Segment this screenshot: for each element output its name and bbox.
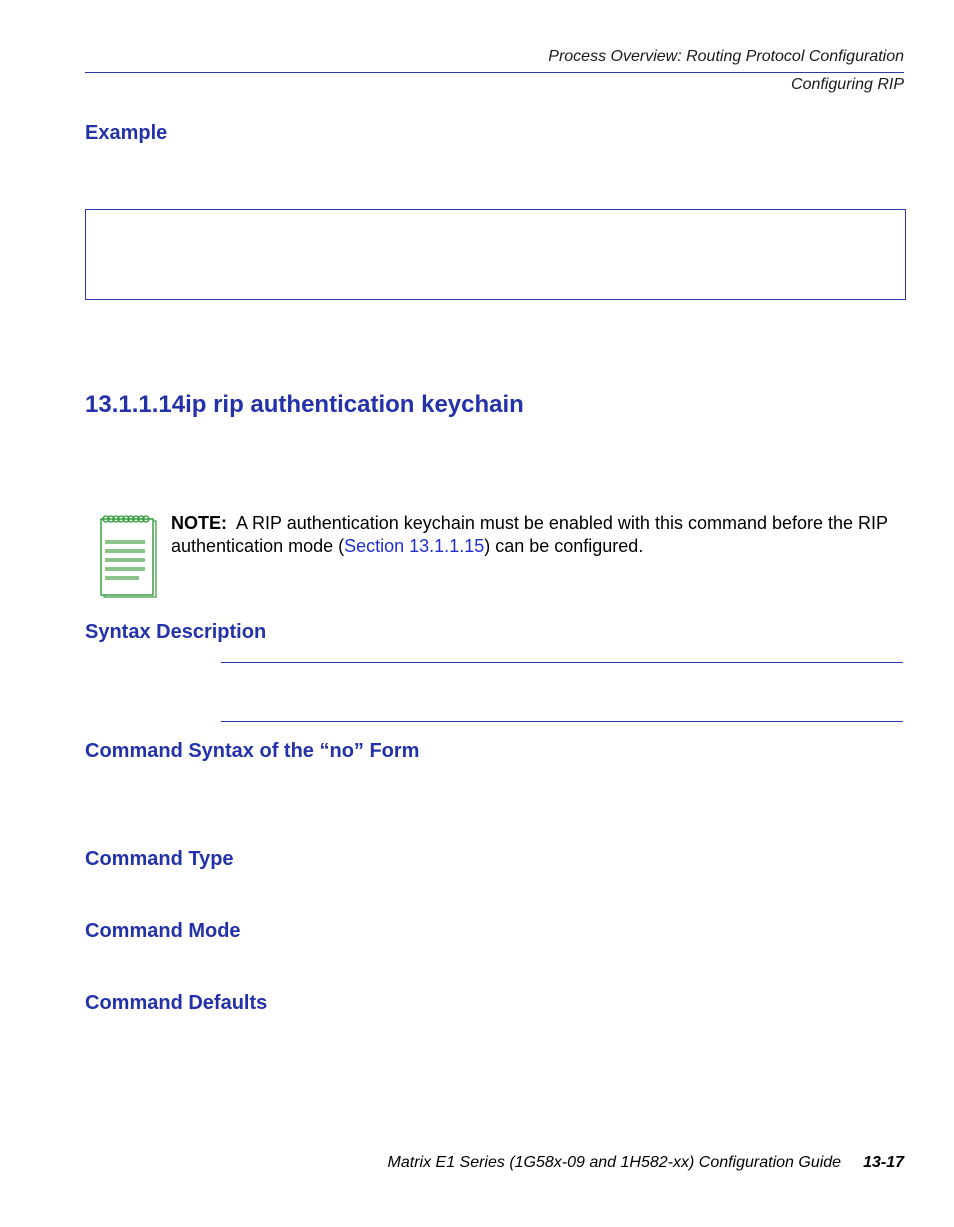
- note-icon: [99, 514, 157, 603]
- note-label: NOTE:: [171, 513, 227, 533]
- command-defaults-heading: Command Defaults: [85, 992, 268, 1014]
- section-link[interactable]: Section 13.1.1.15: [344, 536, 485, 556]
- running-header-section: Configuring RIP: [791, 76, 904, 93]
- example-code-box: [85, 209, 906, 300]
- page-number: 13-17: [863, 1154, 904, 1171]
- command-mode-heading: Command Mode: [85, 920, 241, 942]
- header-rule: [85, 72, 904, 73]
- running-header-chapter: Process Overview: Routing Protocol Configuration: [548, 48, 904, 65]
- page-footer: [388, 1154, 904, 1172]
- syntax-description-heading: Syntax Description: [85, 621, 267, 643]
- section-title: 13.1.1.14ip rip authentication keychain: [85, 391, 524, 418]
- note-text-before: A RIP authentication keychain must be enabled with this command before the RIP authentication mode (: [171, 513, 888, 556]
- command-type-heading: Command Type: [85, 848, 234, 870]
- note-text: [171, 512, 901, 558]
- no-form-heading: Command Syntax of the “no” Form: [85, 740, 420, 762]
- syntax-table-bottom-rule: [221, 721, 903, 722]
- syntax-table-top-rule: [221, 662, 903, 663]
- note-text-after: ) can be configured.: [484, 536, 644, 556]
- footer-title: Matrix E1 Series (1G58x-09 and 1H582-xx) Configuration Guide: [387, 1154, 842, 1171]
- example-heading: Example: [85, 122, 168, 144]
